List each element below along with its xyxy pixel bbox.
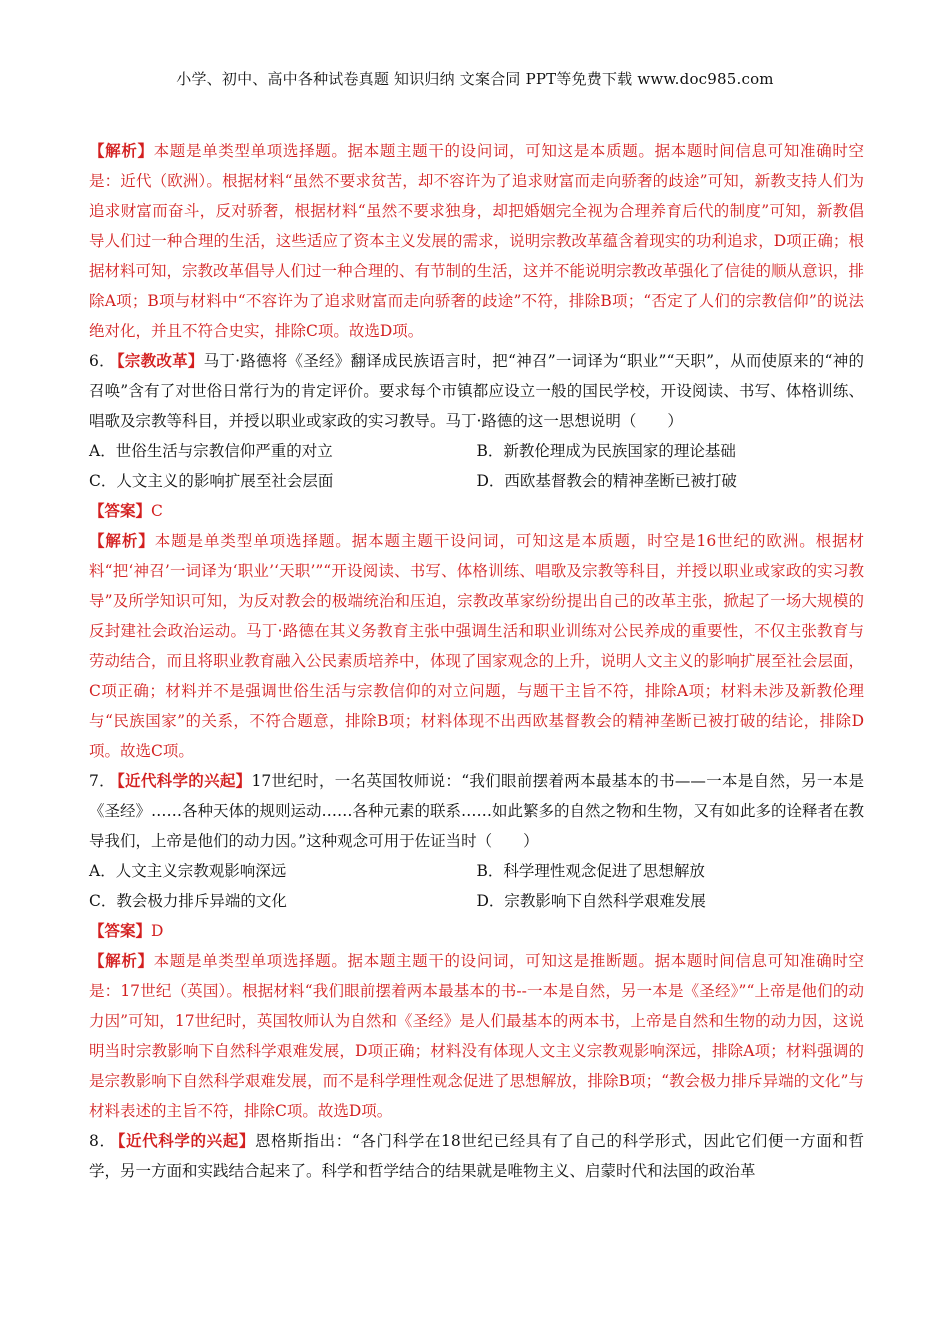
analysis-label: 【解析】 — [89, 141, 154, 160]
answer-label: 【答案】 — [89, 921, 152, 940]
question-8 — [89, 1126, 864, 1186]
question-number: 7． — [89, 772, 115, 790]
answer-value: C — [151, 502, 163, 520]
question-number: 8． — [89, 1132, 116, 1150]
analysis-text: 本题是单类型单项选择题。据本题主题干设问词，可知这是本质题，时空是16世纪的欧洲。根据材料“把‘神召’一词译为‘职业’‘天职’”“开设阅读、书写、体格训练、唱歌及宗教等科目，并授以职业或家政的实习教导”及所学知识可知，为反对教会的极端统治和压迫，宗教改革家纷纷提出自己的改革主张，掀起了一场大规模的反封建社会政治运动。马丁·路德在其义务教育主张中强调生活和职业训练对公民养成的重要性，不仅主张教育与劳动结合，而且将职业教育融入公民素质培养中，体现了国家观念的上升，说明人文主义的影响扩展至社会层面，C项正确；材料并不是强调世俗生活与宗教信仰的对立问题，与题干主旨不符，排除A项；材料未涉及新教伦理与“民族国家”的关系，不符合题意，排除B项；材料体现不出西欧基督教会的精神垄断已被打破的结论，排除D项。故选C项。 — [89, 532, 865, 760]
question-tag: 【近代科学的兴起】 — [116, 771, 252, 790]
option-a: A．世俗生活与宗教信仰严重的对立 — [89, 442, 333, 460]
question-6-analysis — [89, 526, 864, 766]
question-6-options — [89, 436, 864, 496]
option-a: A．人文主义宗教观影响深远 — [89, 862, 287, 880]
answer-label: 【答案】 — [89, 501, 152, 520]
option-c: C．人文主义的影响扩展至社会层面 — [89, 472, 334, 490]
option-d: D．宗教影响下自然科学艰难发展 — [476, 892, 706, 910]
option-c: C．教会极力排斥异端的文化 — [89, 892, 287, 910]
question-tag: 【宗教改革】 — [116, 351, 204, 370]
question-stem: 恩格斯指出：“各门科学在18世纪已经具有了自己的科学形式，因此它们便一方面和哲学，另一方面和实践结合起来了。科学和哲学结合的结果就是唯物主义、启蒙时代和法国的政治革 — [89, 1132, 864, 1180]
analysis-text: 本题是单类型单项选择题。据本题主题干的设问词，可知这是本质题。据本题时间信息可知准确时空是：近代（欧洲）。根据材料“虽然不要求贫苦，却不容许为了追求财富而走向骄奢的歧途”可知，新教支持人们为追求财富而奋斗，反对骄奢，根据材料“虽然不要求独身，却把婚姻完全视为合理养育后代的制度”可知，新教倡导人们过一种合理的生活，这些适应了资本主义发展的需求，说明宗教改革蕴含着现实的功利追求，D项正确；根据材料可知，宗教改革倡导人们过一种合理的、有节制的生活，这并不能说明宗教改革强化了信徒的顺从意识，排除A项；B项与材料中“不容许为了追求财富而走向骄奢的歧途”不符，排除B项；“否定了人们的宗教信仰”的说法绝对化，并且不符合史实，排除C项。故选D项。 — [89, 142, 865, 340]
question-tag: 【近代科学的兴起】 — [117, 1131, 256, 1150]
question-6 — [89, 346, 864, 436]
document-body — [89, 136, 864, 1186]
option-b: B．科学理性观念促进了思想解放 — [476, 862, 705, 880]
question-7 — [89, 766, 864, 856]
analysis-label: 【解析】 — [89, 951, 154, 970]
option-b: B．新教伦理成为民族国家的理论基础 — [476, 442, 736, 460]
analysis-label: 【解析】 — [89, 531, 155, 550]
option-d: D．西欧基督教会的精神垄断已被打破 — [476, 472, 737, 490]
question-6-answer — [89, 496, 864, 526]
question-stem: 17世纪时，一名英国牧师说：“我们眼前摆着两本最基本的书——一本是自然，另一本是《圣经》……各种天体的规则运动……各种元素的联系……如此繁多的自然之物和生物，又有如此多的诠释者在教导我们，上帝是他们的动力因。”这种观念可用于佐证当时（ ） — [89, 772, 865, 850]
q5-analysis — [89, 136, 864, 346]
question-7-options — [89, 856, 864, 916]
question-7-analysis — [89, 946, 864, 1126]
question-number: 6． — [89, 352, 115, 370]
page-header: 小学、初中、高中各种试卷真题 知识归纳 文案合同 PPT等免费下载 www.doc985.com — [176, 70, 774, 88]
question-7-answer — [89, 916, 864, 946]
question-stem: 马丁·路德将《圣经》翻译成民族语言时，把“神召”一词译为“职业”“天职”，从而使原来的“神的召唤”含有了对世俗日常行为的肯定评价。要求每个市镇都应设立一般的国民学校，开设阅读、书写、体格训练、唱歌及宗教等科目，并授以职业或家政的实习教导。马丁·路德的这一思想说明（ ） — [89, 352, 864, 430]
answer-value: D — [151, 922, 164, 940]
analysis-text: 本题是单类型单项选择题。据本题主题干的设问词，可知这是推断题。据本题时间信息可知准确时空是：17世纪（英国）。根据材料“我们眼前摆着两本最基本的书--一本是自然，另一本是《圣经》”“上帝是他们的动力因”可知，17世纪时，英国牧师认为自然和《圣经》是人们最基本的两本书，上帝是自然和生物的动力因，这说明当时宗教影响下自然科学艰难发展，D项正确；材料没有体现人文主义宗教观影响深远，排除A项；材料强调的是宗教影响下自然科学艰难发展，而不是科学理性观念促进了思想解放，排除B项；“教会极力排斥异端的文化”与材料表述的主旨不符，排除C项。故选D项。 — [89, 952, 864, 1120]
